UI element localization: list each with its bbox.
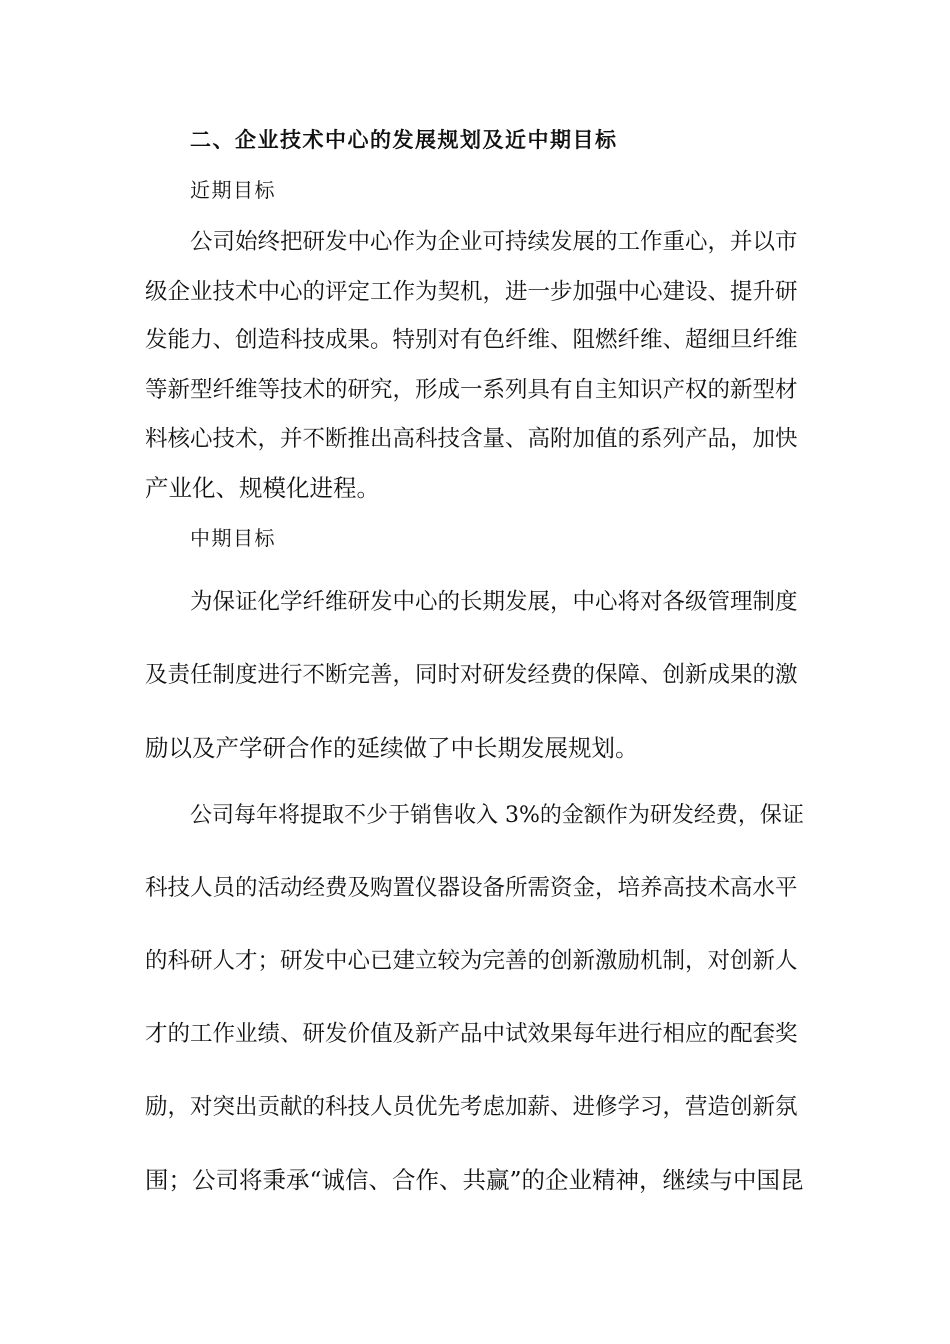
paragraph-line: 围；公司将秉承“诚信、合作、共赢”的企业精神，继续与中国昆 — [145, 1166, 804, 1194]
paragraph-line: 级企业技术中心的评定工作为契机，进一步加强中心建设、提升研 — [145, 279, 798, 305]
paragraph-line: 等新型纤维等技术的研究，形成一系列具有自主知识产权的新型材 — [145, 377, 798, 403]
paragraph-line: 励以及产学研合作的延续做了中长期发展规划。 — [145, 734, 639, 762]
paragraph-line: 的科研人才；研发中心已建立较为完善的创新激励机制，对创新人 — [145, 948, 798, 974]
paragraph-line: 产业化、规模化进程。 — [145, 474, 380, 502]
paragraph-line: 才的工作业绩、研发价值及新产品中试效果每年进行相应的配套奖 — [145, 1021, 798, 1047]
paragraph-line: 科技人员的活动经费及购置仪器设备所需资金，培养高技术高水平 — [145, 875, 798, 901]
paragraph-line: 发能力、创造科技成果。特别对有色纤维、阻燃纤维、超细旦纤维 — [145, 327, 798, 353]
paragraph-line: 及责任制度进行不断完善，同时对研发经费的保障、创新成果的激 — [145, 662, 798, 688]
paragraph-line: 为保证化学纤维研发中心的长期发展，中心将对各级管理制度 — [190, 589, 798, 615]
subheading-near-term: 近期目标 — [190, 178, 276, 202]
section-heading: 二、企业技术中心的发展规划及近中期目标 — [190, 127, 618, 152]
paragraph-line: 公司每年将提取不少于销售收入 3%的金额作为研发经费，保证 — [190, 803, 804, 828]
paragraph-line: 料核心技术，并不断推出高科技含量、高附加值的系列产品，加快 — [145, 426, 798, 452]
paragraph-line: 励，对突出贡献的科技人员优先考虑加薪、进修学习，营造创新氛 — [145, 1094, 798, 1120]
subheading-mid-term: 中期目标 — [190, 526, 276, 550]
paragraph-line: 公司始终把研发中心作为企业可持续发展的工作重心，并以市 — [190, 229, 798, 255]
